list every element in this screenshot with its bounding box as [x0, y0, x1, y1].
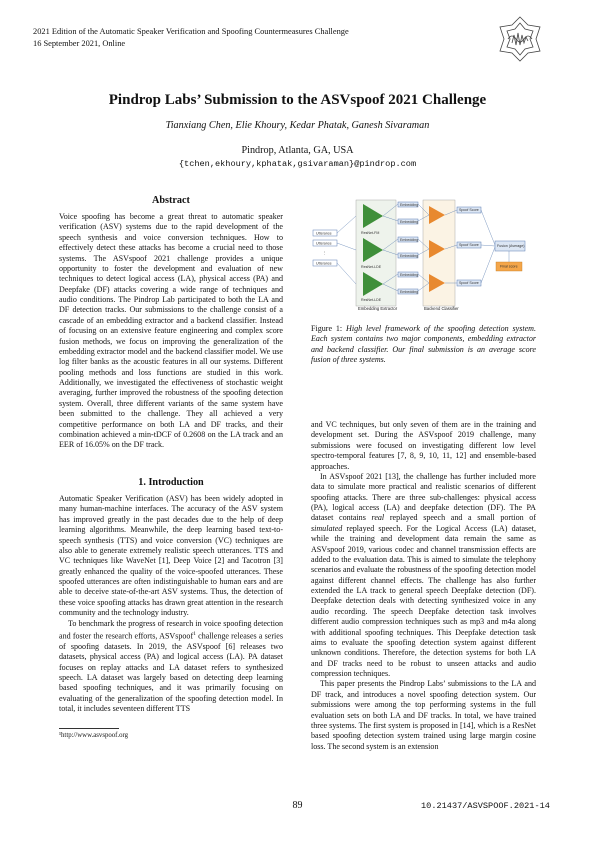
- intro-paragraph-2: [59, 619, 283, 715]
- embedding-label-1a: Embedding: [400, 202, 419, 207]
- model-label-3: ResNet-LDE: [361, 298, 382, 302]
- paper-title: Pindrop Labs’ Submission to the ASVspoof 2021 Challenge: [108, 92, 487, 108]
- footnote-marker: 1: [193, 630, 196, 637]
- abstract-heading: Abstract: [152, 195, 190, 206]
- figure-caption-label: Figure 1:: [311, 324, 343, 333]
- introduction-heading: 1. Introduction: [138, 477, 204, 488]
- embedding-label-2b: Embedding: [400, 253, 419, 258]
- conference-logo-icon: [494, 13, 546, 65]
- intro-paragraph-2-end: challenge releases a series of spoofing datasets. In 2019, the ASVspoof [6] releases two datasets, physical access (PA) and logical access (LA). PA dataset focuses on replay attacks and LA dataset refers to synthesized speech. LA dataset was largely based on detecting deep learning based spoofing techniques, and it was primarily focusing on evaluating of the generalization of the spoofing detection model. In total, it includes seventeen different TTS: [59, 631, 283, 714]
- model-label-2: ResNet-LDE: [361, 265, 382, 269]
- right-paragraph-1: and VC techniques, but only seven of them are in the training and development set. During the ASVspoof 2019 challenge, many submissions were focused on investigating different low level spectro-temporal features [7, 8, 9, 10, 11, 12] and ensemble-based approaches.: [311, 420, 536, 471]
- utterance-label-2: Utterance: [316, 241, 332, 246]
- conference-name: 2021 Edition of the Automatic Speaker Verification and Spoofing Countermeasures Challenge: [33, 27, 349, 36]
- system-framework-diagram: [311, 196, 536, 320]
- utterance-label-1: Utterance: [316, 231, 332, 236]
- score-label-3: Spoof Score: [459, 281, 479, 286]
- footnote-rule: [59, 728, 119, 729]
- final-score-label: Final score: [500, 264, 518, 269]
- author-emails: {tchen,ekhoury,kphatak,gsivaraman}@pindrop.com: [178, 159, 417, 169]
- right-paragraph-2-simulated: simulated: [311, 523, 343, 533]
- score-label-2: Spoof Score: [459, 243, 479, 248]
- utterance-label-3: Utterance: [316, 261, 332, 266]
- affiliation: Pindrop, Atlanta, GA, USA: [241, 145, 354, 156]
- fusion-label: Fusion (Average): [497, 244, 525, 249]
- score-label-1: Spoof Score: [459, 208, 479, 213]
- figure-caption: [311, 324, 536, 366]
- right-paragraph-2-part-b: replayed speech and a small portion of: [384, 513, 537, 523]
- right-paragraph-2-part-a: In ASVspoof 2021 [13], the challenge has further included more data to simulate more practical and realistic scenarios of different spoofing attacks. There are three sub-challenges: physical access (PA), logical access (LA) and deepfake detection (DF). The PA dataset contains: [311, 471, 536, 523]
- utterance-inputs: [313, 230, 337, 266]
- figure-caption-text: High level framework of the spoofing detection system. Each system contains two major components, embedding extractor and backend classifier. Our final submission is an average score fusion of three systems.: [311, 324, 537, 365]
- utterance-ellipsis: ⋮: [323, 251, 327, 255]
- model-label-1: ResNet-FM: [361, 231, 380, 235]
- abstract-body: [59, 212, 283, 451]
- footnote: ¹http://www.asvspoof.org: [59, 732, 129, 739]
- embedding-label-3a: Embedding: [400, 272, 419, 277]
- group-label-classifier: Backend Classifier: [424, 306, 459, 311]
- intro-paragraph-2-start: To benchmark the progress of research in voice spoofing detection and foster the research efforts, ASVspoof: [59, 618, 283, 641]
- right-paragraph-3: This paper presents the Pindrop Labs’ submissions to the LA and DF track, and introduces a novel spoofing detection system. Our submissions were among the top performing systems in the full evaluation sets on both LA and DF tracks. In total, we have trained three systems. The first system is proposed in [14], which is a ResNet based spoofing detection system trained using large margin cosine loss. The second system is an extension: [311, 679, 536, 751]
- right-paragraph-2-real: real: [371, 513, 385, 523]
- embedding-label-2a: Embedding: [400, 237, 419, 242]
- embedding-label-3b: Embedding: [400, 289, 419, 294]
- intro-paragraph-1: Automatic Speaker Verification (ASV) has been widely adopted in many human-machine interfaces. The accuracy of the ASV system has improved greatly in the past decades due to the help of deep learning algorithms. Meanwhile, the deep learning based text-to-speech synthesis (TTS) and voice conversion (VC) techniques are also able to generate extremely realistic speech utterances. TTS and VC techniques like WaveNet [1], Deep Voice [2] and Tacotron [3] greatly enhanced the quality of the voice-spoofed utterances. These spoofed utterances are often indistinguishable to human ears and are able to deceive state-of-the-art ASV systems. Thus, the detection of these voice spoofing attacks has drawn great attention in the research community and the technology industry.: [59, 494, 283, 618]
- introduction-body: [59, 494, 283, 715]
- right-paragraph-2: [311, 472, 536, 680]
- abstract-text: Voice spoofing has become a great threat to automatic speaker verification (ASV) systems due to the rapid development of the speech synthesis and voice conversion techniques. How to effectively detect these attacks has become a crucial need to those systems. The ASVspoof 2021 challenge provides a unique opportunity to foster the development and evaluation of new techniques to detect logical access (LA), physical access (PA) and Deepfake (DF) attacks covering a wide range of techniques and audio conditions. The Pindrop Lab participated to both the LA and DF detection tracks. Our submissions to the challenge consist of a cascade of an embedding extractor and a backend classifier. Instead of focusing on an extensive feature engineering and complex score fusion methods, we focus on improving the generalization of the embedding extractor model and the backend classifier model. We use log filter banks as the acoustic features in all our systems. Different pooling methods and loss functions are studied in this work. Additionally, we investigated the effectiveness of stochastic weight averaging, further improved the robustness of the spoofing detection system. Overall, three different variants of the same system have been submitted to the challenge. They all achieved a very competitive performance on both LA and DF tracks, and their combination achieved a min-tDCF of 0.2608 on the LA track and an EER of 16.05% on the DF track.: [59, 212, 283, 450]
- right-column-body: [311, 420, 536, 752]
- page-number: 89: [292, 800, 303, 811]
- right-paragraph-2-part-c: replayed speech. For the Logical Access (LA) dataset, while the training and development data remain the same as ASVspoof 2019, various codec and channel transmission effects are added to the evaluation data. This is aimed to simulate the telephony scenarios and evaluate the robustness of the spoofing detection model against different channel effects. The challenge has also further extended the LA track to general speech Deepfake detection (DF). Deepfake detection deals with detecting synthesized voice in any audio recording. The speech Deepfake detection task involves different audio compression techniques such as mp3 and m4a along with additional spoofing techniques. This Deepfake detection task aims to evaluate the spoofing detection system against different unknown conditions. Therefore, the detection systems for both LA and DF tracks need to be robust to unseen attacks and audio compression techniques.: [311, 523, 536, 678]
- embedding-label-1b: Embedding: [400, 219, 419, 224]
- group-label-extractor: Embedding Extractor: [358, 306, 398, 311]
- conference-date: 16 September 2021, Online: [33, 39, 126, 48]
- doi: 10.21437/ASVSPOOF.2021-14: [421, 801, 550, 811]
- author-list: Tianxiang Chen, Elie Khoury, Kedar Phatak, Ganesh Sivaraman: [165, 120, 430, 131]
